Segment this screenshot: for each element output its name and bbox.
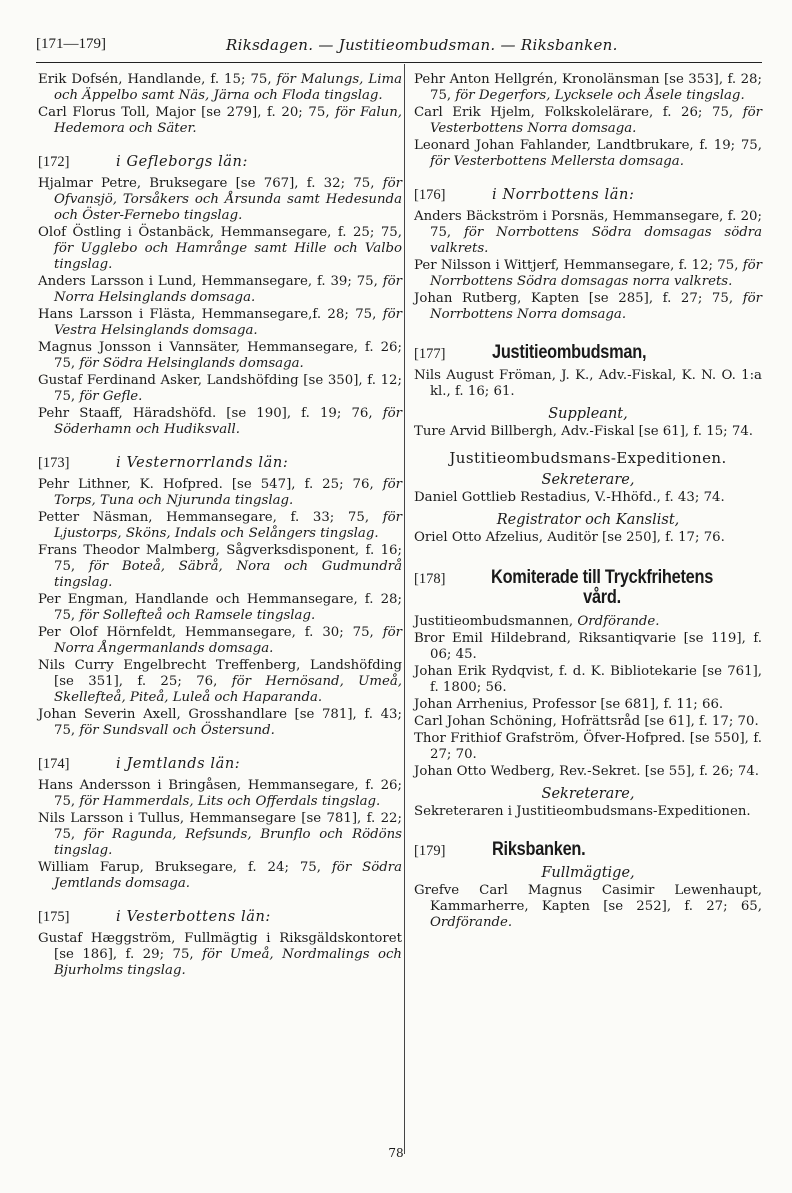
entry-district: för Falun, Hedemora och Säter. xyxy=(54,105,402,136)
entry-district: för Sollefteå och Ramsele tingslag. xyxy=(79,608,316,623)
entry-text: Thor Frithiof Grafström, Öfver-Hofpred. [se 550], f. 27; 70. xyxy=(414,731,762,762)
entry-district: för Vestra Helsinglands domsaga. xyxy=(54,307,402,338)
entry-item xyxy=(414,697,762,713)
entry-text: Nils Curry Engelbrecht Treffenberg, Landshöfding [se 351], f. 25; 76, xyxy=(38,658,402,689)
section-heading xyxy=(38,909,402,925)
entry-district: för Norra Ångermanlands domsaga. xyxy=(54,625,402,656)
section-heading xyxy=(414,342,762,363)
subheading: Registrator och Kanslist, xyxy=(496,512,680,528)
entry-list xyxy=(414,490,762,506)
entry-list xyxy=(414,368,762,400)
entry-list xyxy=(414,209,762,323)
entry-text: Carl Johan Schöning, Hofrättsråd [se 61], f. 17; 70. xyxy=(414,714,759,729)
entry-text: Oriel Otto Afzelius, Auditör [se 250], f. 17; 76. xyxy=(414,530,725,545)
entry-list xyxy=(414,883,762,931)
entry-district: för Södra Helsinglands domsaga. xyxy=(79,356,304,371)
entry-list xyxy=(38,477,402,739)
entry-item xyxy=(38,931,402,979)
section-number: [173] xyxy=(38,455,70,471)
entry-list xyxy=(38,778,402,892)
entry-item xyxy=(414,291,762,323)
entry-text: Johan Severin Axell, Grosshandlare [se 781], f. 43; 75, xyxy=(38,707,402,738)
entry-text: Hjalmar Petre, Bruksegare [se 767], f. 32; 75, xyxy=(38,176,383,191)
entry-district: för Norrbottens Norra domsaga. xyxy=(430,291,762,322)
entry-list xyxy=(414,424,762,440)
entry-item xyxy=(414,490,762,506)
entry-item xyxy=(38,340,402,372)
subheading: Suppleant, xyxy=(548,406,628,422)
header-rule xyxy=(36,62,762,63)
entry-district: för Degerfors, Lycksele och Åsele tingslag. xyxy=(455,88,745,103)
page-number: 78 xyxy=(388,1146,404,1160)
entry-item xyxy=(38,477,402,509)
section-name: i Vesternorrlands län: xyxy=(116,455,289,471)
section-heading xyxy=(414,568,762,608)
section-number: [177] xyxy=(414,346,446,362)
entry-text: Carl Erik Hjelm, Folkskolelärare, f. 26; 75, xyxy=(414,105,743,120)
entry-district: för Hammerdals, Lits och Offerdals tingslag. xyxy=(79,794,381,809)
entry-item xyxy=(414,72,762,104)
entry-item xyxy=(38,778,402,810)
entry-district: för Vesterbottens Norra domsaga. xyxy=(430,105,762,136)
entry-item xyxy=(38,406,402,438)
entry-text: Frans Theodor Malmberg, Sågverksdisponent, f. 16; 75, xyxy=(38,543,402,574)
entry-text: Gustaf Ferdinand Asker, Landshöfding [se 350], f. 12; 75, xyxy=(38,373,402,404)
entry-district: för Norra Helsinglands domsaga. xyxy=(54,274,402,305)
entry-item xyxy=(414,258,762,290)
entry-item xyxy=(414,368,762,400)
running-header xyxy=(36,36,762,58)
entry-item xyxy=(414,138,762,170)
entry-item xyxy=(38,72,402,104)
section-heading xyxy=(414,187,762,203)
entry-item xyxy=(38,592,402,624)
subheading: Justitieombudsmans-Expeditionen. xyxy=(449,449,727,467)
entry-text: Johan Rutberg, Kapten [se 285], f. 27; 75, xyxy=(414,291,743,306)
entry-text: Ture Arvid Billbergh, Adv.-Fiskal [se 61], f. 15; 74. xyxy=(414,424,754,439)
entry-item xyxy=(414,883,762,931)
section-name: Justitieombudsman, xyxy=(492,342,647,363)
entry-text: Hans Andersson i Bringåsen, Hemmansegare, f. 26; 75, xyxy=(38,778,402,809)
entry-district: för Södra Jemtlands domsaga. xyxy=(54,860,402,891)
entry-item xyxy=(414,664,762,696)
entry-text: Pehr Lithner, K. Hofpred. [se 547], f. 25; 76, xyxy=(38,477,383,492)
entry-item xyxy=(414,631,762,663)
entry-text: Magnus Jonsson i Vannsäter, Hemmansegare, f. 26; 75, xyxy=(38,340,402,371)
entry-text: Petter Näsman, Hemmansegare, f. 33; 75, xyxy=(38,510,383,525)
subheading: Sekreterare, xyxy=(541,472,635,488)
entry-text: Anders Bäckström i Porsnäs, Hemmansegare, f. 20; 75, xyxy=(414,209,762,240)
entry-list xyxy=(414,530,762,546)
entry-item xyxy=(414,105,762,137)
header-title: Riksdagen. — Justitieombudsman. — Riksbanken. xyxy=(226,36,618,54)
section-name: i Gefleborgs län: xyxy=(116,154,248,170)
entry-text: Johan Arrhenius, Professor [se 681], f. 11; 66. xyxy=(414,697,724,712)
entry-text: Gustaf Hæggström, Fullmägtig i Riksgäldskontoret [se 186], f. 29; 75, xyxy=(38,931,402,962)
section-heading xyxy=(414,839,762,860)
entry-item xyxy=(414,804,762,820)
entry-text: Johan Otto Wedberg, Rev.-Sekret. [se 55], f. 26; 74. xyxy=(414,764,760,779)
section-name: Komiterade till Tryckfrihetens vård. xyxy=(490,567,713,608)
entry-item xyxy=(38,274,402,306)
entry-text: Pehr Anton Hellgrén, Kronolänsman [se 353], f. 28; 75, xyxy=(414,72,762,103)
entry-list xyxy=(414,72,762,170)
header-range: [171—179] xyxy=(36,36,106,52)
entry-item xyxy=(38,811,402,859)
entry-text: Carl Florus Toll, Major [se 279], f. 20; 75, xyxy=(38,105,336,120)
entry-text: Grefve Carl Magnus Casimir Lewenhaupt, Kammarherre, Kapten [se 252], f. 27; 65, xyxy=(414,883,762,914)
entry-item xyxy=(414,714,762,730)
entry-list xyxy=(38,931,402,979)
section-number: [172] xyxy=(38,154,70,170)
entry-district: för Torps, Tuna och Njurunda tingslag. xyxy=(54,477,402,508)
entry-district: för Ugglebo och Hamrånge samt Hille och Valbo tingslag. xyxy=(54,241,402,272)
entry-item xyxy=(414,614,762,630)
entry-district: för Ragunda, Refsunds, Brunflo och Rödöns tingslag. xyxy=(54,827,402,858)
entry-text: Hans Larsson i Flästa, Hemmansegare,f. 28; 75, xyxy=(38,307,383,322)
entry-item xyxy=(38,625,402,657)
entry-item xyxy=(38,105,402,137)
entry-district: för Söderhamn och Hudiksvall. xyxy=(54,406,402,437)
entry-item xyxy=(414,209,762,257)
entry-text: Justitieombudsmannen, xyxy=(414,614,578,629)
section-number: [179] xyxy=(414,843,446,859)
entry-text: Pehr Staaff, Häradshöfd. [se 190], f. 19; 76, xyxy=(38,406,383,421)
section-number: [174] xyxy=(38,756,70,772)
subheading: Sekreterare, xyxy=(541,786,635,802)
entry-text: William Farup, Bruksegare, f. 24; 75, xyxy=(38,860,332,875)
entry-text: Sekreteraren i Justitieombudsmans-Expeditionen. xyxy=(414,804,751,819)
entry-text: Nils Larsson i Tullus, Hemmansegare [se 781], f. 22; 75, xyxy=(38,811,402,842)
entry-text: Erik Dofsén, Handlande, f. 15; 75, xyxy=(38,72,277,87)
entry-district: för Gefle. xyxy=(79,389,143,404)
entry-district: för Hernösand, Umeå, Skellefteå, Piteå, Luleå och Haparanda. xyxy=(54,674,402,705)
entry-list xyxy=(38,176,402,438)
entry-district: för Malungs, Lima och Äppelbo samt Näs, Järna och Floda tingslag. xyxy=(54,72,402,103)
entry-item xyxy=(414,530,762,546)
entry-item xyxy=(414,424,762,440)
entry-item xyxy=(38,707,402,739)
entry-item xyxy=(38,543,402,591)
left-column xyxy=(38,72,402,980)
entry-item xyxy=(38,860,402,892)
entry-list xyxy=(414,614,762,780)
entry-district: Ordförande. xyxy=(430,915,513,930)
entry-district: för Boteå, Säbrå, Nora och Gudmundrå tingslag. xyxy=(54,559,403,590)
section-name: i Jemtlands län: xyxy=(116,756,241,772)
entry-item xyxy=(414,764,762,780)
entry-district: för Sundsvall och Östersund. xyxy=(79,723,275,738)
entry-text: Leonard Johan Fahlander, Landtbrukare, f. 19; 75, xyxy=(414,138,762,153)
column-divider xyxy=(404,64,405,1154)
entry-item xyxy=(38,373,402,405)
entry-item xyxy=(38,176,402,224)
section-number: [176] xyxy=(414,187,446,203)
entry-text: Per Nilsson i Wittjerf, Hemmansegare, f. 12; 75, xyxy=(414,258,743,273)
entry-district: för Norrbottens Södra domsagas norra valkrets. xyxy=(430,258,762,289)
section-heading xyxy=(38,455,402,471)
section-name: Riksbanken. xyxy=(492,839,586,860)
entry-text: Johan Erik Rydqvist, f. d. K. Bibliotekarie [se 761], f. 1800; 56. xyxy=(414,664,762,695)
entry-district: för Norrbottens Södra domsagas södra valkrets. xyxy=(430,225,762,256)
section-number: [178] xyxy=(414,571,446,587)
entry-list xyxy=(38,72,402,137)
section-heading xyxy=(38,756,402,772)
entry-text: Daniel Gottlieb Restadius, V.-Hhöfd., f. 43; 74. xyxy=(414,490,725,505)
entry-text: Bror Emil Hildebrand, Riksantiqvarie [se 119], f. 06; 45. xyxy=(414,631,762,662)
entry-text: Nils August Fröman, J. K., Adv.-Fiskal, K. N. O. 1:a kl., f. 16; 61. xyxy=(414,368,762,399)
entry-text: Per Engman, Handlande och Hemmansegare, f. 28; 75, xyxy=(38,592,402,623)
right-column xyxy=(414,72,762,932)
section-name: i Vesterbottens län: xyxy=(116,909,271,925)
entry-item xyxy=(38,510,402,542)
entry-district: för Umeå, Nordmalings och Bjurholms tingslag. xyxy=(54,947,402,978)
entry-item xyxy=(38,307,402,339)
section-name: i Norrbottens län: xyxy=(492,187,635,203)
entry-item xyxy=(38,225,402,273)
entry-district: för Ljustorps, Sköns, Indals och Selångers tingslag. xyxy=(54,510,402,541)
entry-list xyxy=(414,804,762,820)
entry-district: för Ofvansjö, Torsåkers och Årsunda samt Hedesunda och Öster-Fernebo tingslag. xyxy=(54,176,402,223)
entry-item xyxy=(414,731,762,763)
section-number: [175] xyxy=(38,909,70,925)
entry-text: Per Olof Hörnfeldt, Hemmansegare, f. 30; 75, xyxy=(38,625,383,640)
entry-text: Olof Östling i Östanbäck, Hemmansegare, f. 25; 75, xyxy=(38,225,402,240)
entry-item xyxy=(38,658,402,706)
entry-district: Ordförande. xyxy=(577,614,660,629)
entry-text: Anders Larsson i Lund, Hemmansegare, f. 39; 75, xyxy=(38,274,383,289)
section-heading xyxy=(38,154,402,170)
subheading: Fullmägtige, xyxy=(541,865,635,881)
entry-district: för Vesterbottens Mellersta domsaga. xyxy=(430,154,684,169)
